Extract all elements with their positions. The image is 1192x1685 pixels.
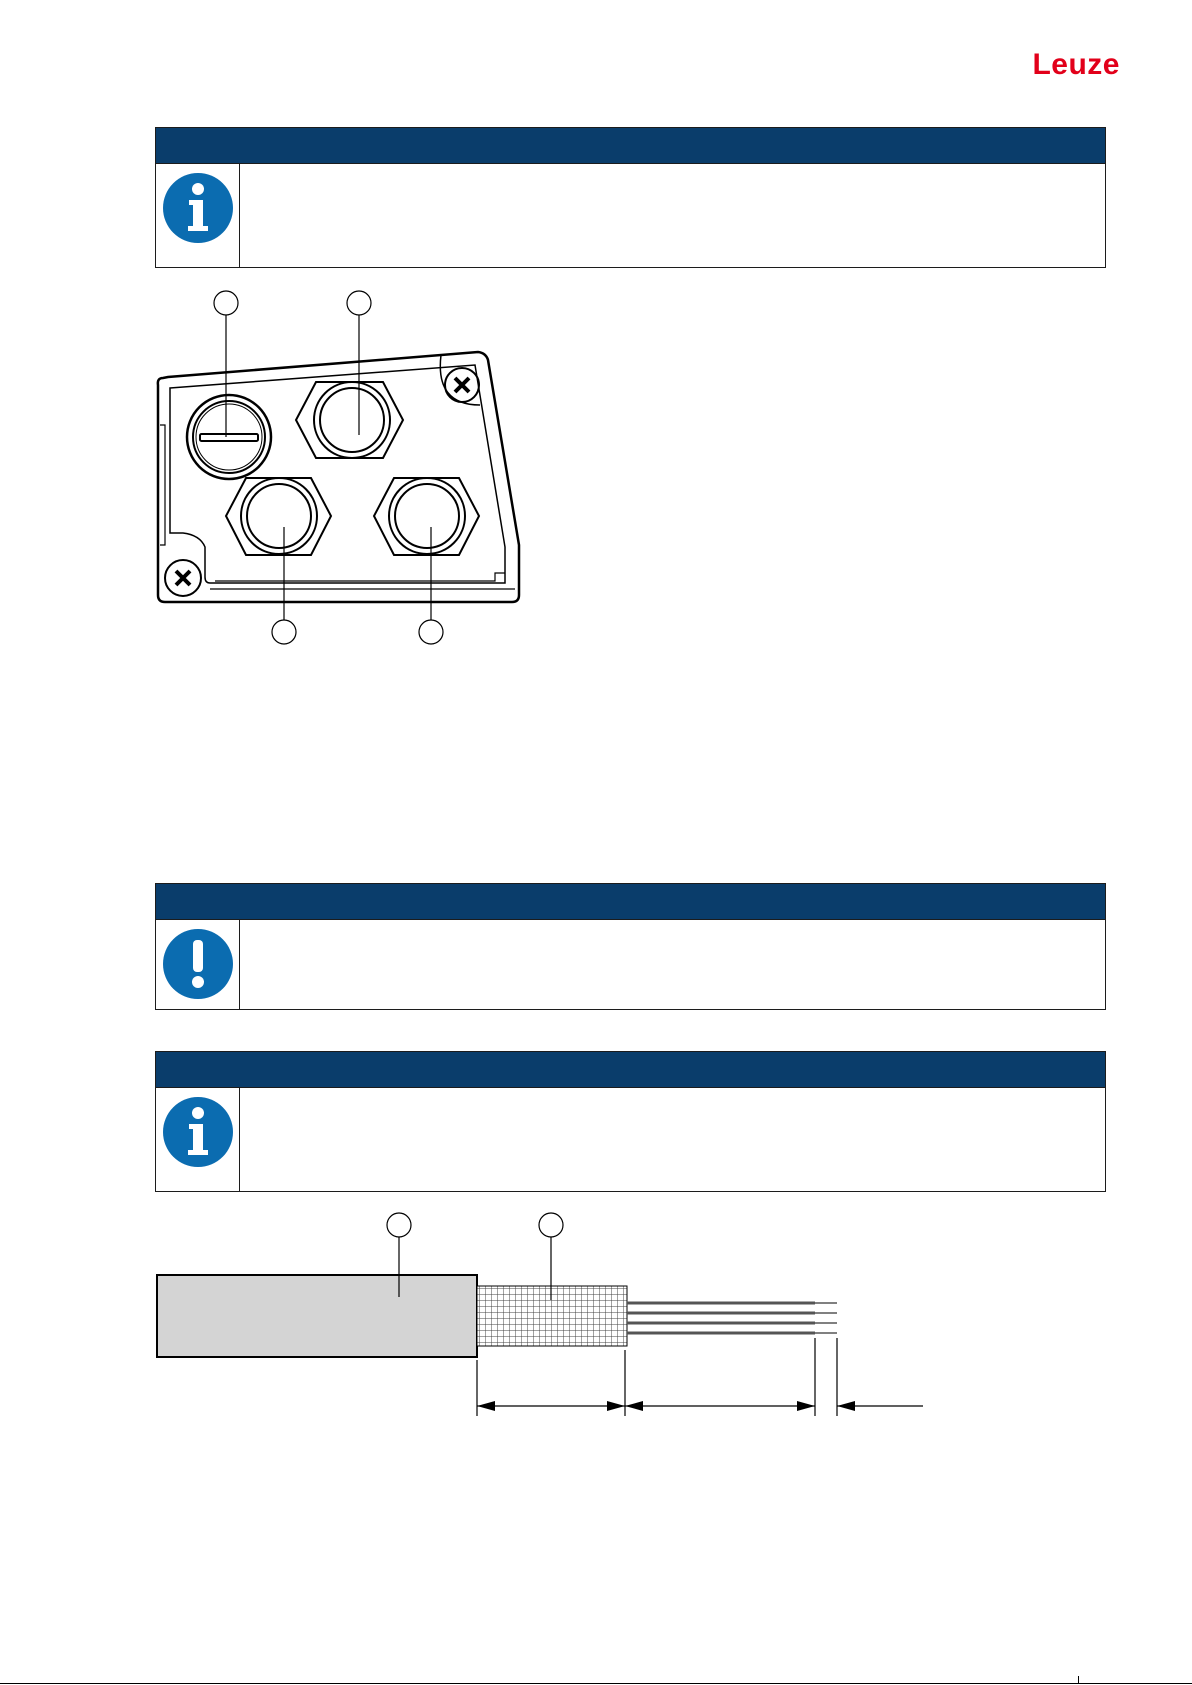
device-connection-drawing	[155, 285, 535, 650]
notice-text	[240, 1088, 1105, 1192]
info-notice-2	[155, 1051, 1106, 1192]
notice-header-bar	[156, 128, 1105, 164]
notice-header-bar	[156, 884, 1105, 920]
notice-text	[240, 920, 1105, 1010]
exclamation-icon	[162, 928, 234, 1000]
notice-header-bar	[156, 1052, 1105, 1088]
notice-text	[240, 164, 1105, 268]
info-icon	[162, 172, 234, 244]
footer-rule	[0, 1683, 1192, 1684]
info-icon	[162, 1096, 234, 1168]
footer-tick	[1078, 1676, 1079, 1684]
cable-shield	[477, 1286, 627, 1346]
leuze-logo: Leuze	[1032, 48, 1120, 81]
cable-jacket	[157, 1275, 477, 1357]
important-notice	[155, 883, 1106, 1010]
notice-icon-cell	[156, 164, 240, 268]
info-notice-1	[155, 127, 1106, 268]
notice-icon-cell	[156, 920, 240, 1010]
notice-icon-cell	[156, 1088, 240, 1192]
cable-stripping-drawing	[155, 1210, 935, 1420]
